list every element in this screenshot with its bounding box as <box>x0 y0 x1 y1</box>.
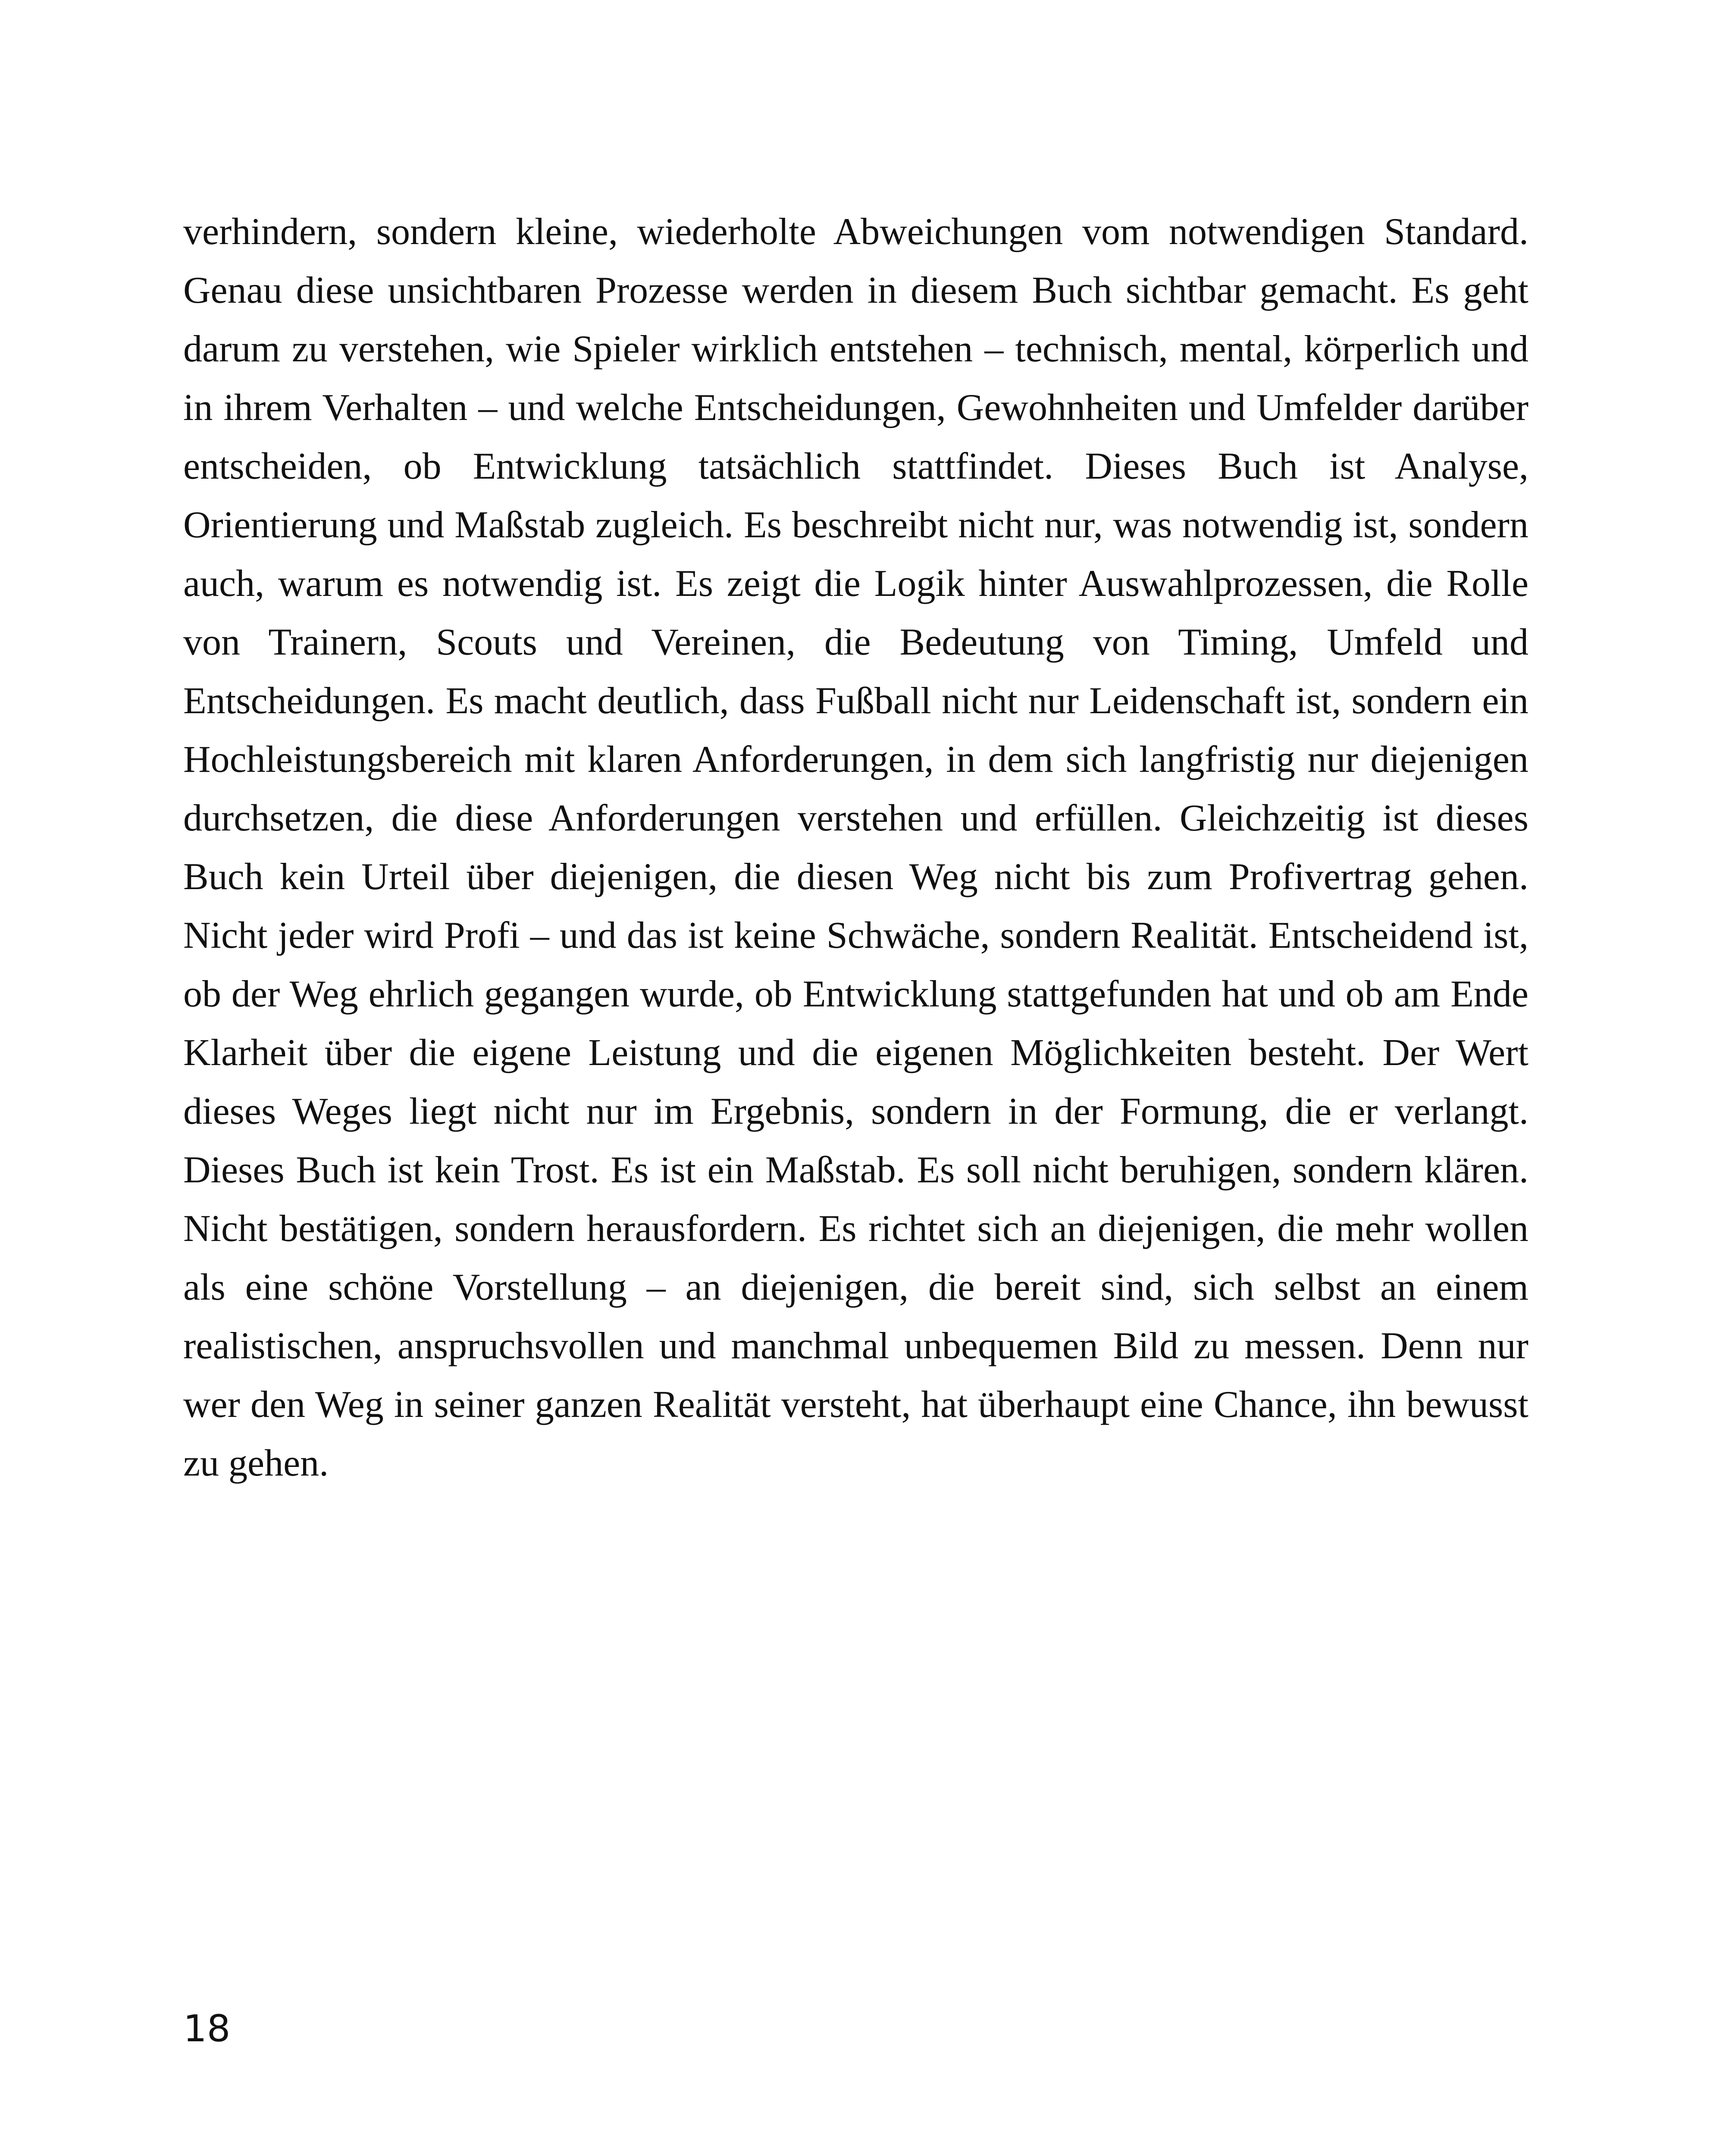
page-number: 18 <box>183 2007 231 2050</box>
body-paragraph: verhindern, sondern kleine, wiederholte Abweichungen vom notwendigen Standard. Genau diese unsichtbaren Prozesse werden in diesem Buch sichtbar gemacht. Es geht darum zu verstehen, wie Spieler wirklich entstehen – technisch, mental, körperlich und in ihrem Verhalten – und welche Entscheidungen, Gewohnheiten und Umfelder darüber entscheiden, ob Entwicklung tatsächlich stattfindet. Dieses Buch ist Analyse, Orientierung und Maßstab zugleich. Es beschreibt nicht nur, was notwendig ist, sondern auch, warum es notwendig ist. Es zeigt die Logik hinter Auswahlprozessen, die Rolle von Trainern, Scouts und Vereinen, die Bedeutung von Timing, Umfeld und Entscheidungen. Es macht deutlich, dass Fußball nicht nur Leidenschaft ist, sondern ein Hochleistungsbereich mit klaren Anforderungen, in dem sich langfristig nur diejenigen durchsetzen, die diese Anforderungen verstehen und erfüllen. Gleichzeitig ist dieses Buch kein Urteil über diejenigen, die diesen Weg nicht bis zum Profivertrag gehen. Nicht jeder wird Profi – und das ist keine Schwäche, sondern Realität. Entscheidend ist, ob der Weg ehrlich gegangen wurde, ob Entwicklung stattgefunden hat und ob am Ende Klarheit über die eigene Leistung und die eigenen Möglichkeiten besteht. Der Wert dieses Weges liegt nicht nur im Ergebnis, sondern in der Formung, die er verlangt. Dieses Buch ist kein Trost. Es ist ein Maßstab. Es soll nicht beruhigen, sondern klären. Nicht bestätigen, sondern herausfordern. Es richtet sich an diejenigen, die mehr wollen als eine schöne Vorstellung – an diejenigen, die bereit sind, sich selbst an einem realistischen, anspruchsvollen und manchmal unbequemen Bild zu messen. Denn nur wer den Weg in seiner ganzen Realität versteht, hat überhaupt eine Chance, ihn bewusst zu gehen. <box>183 211 1528 1484</box>
